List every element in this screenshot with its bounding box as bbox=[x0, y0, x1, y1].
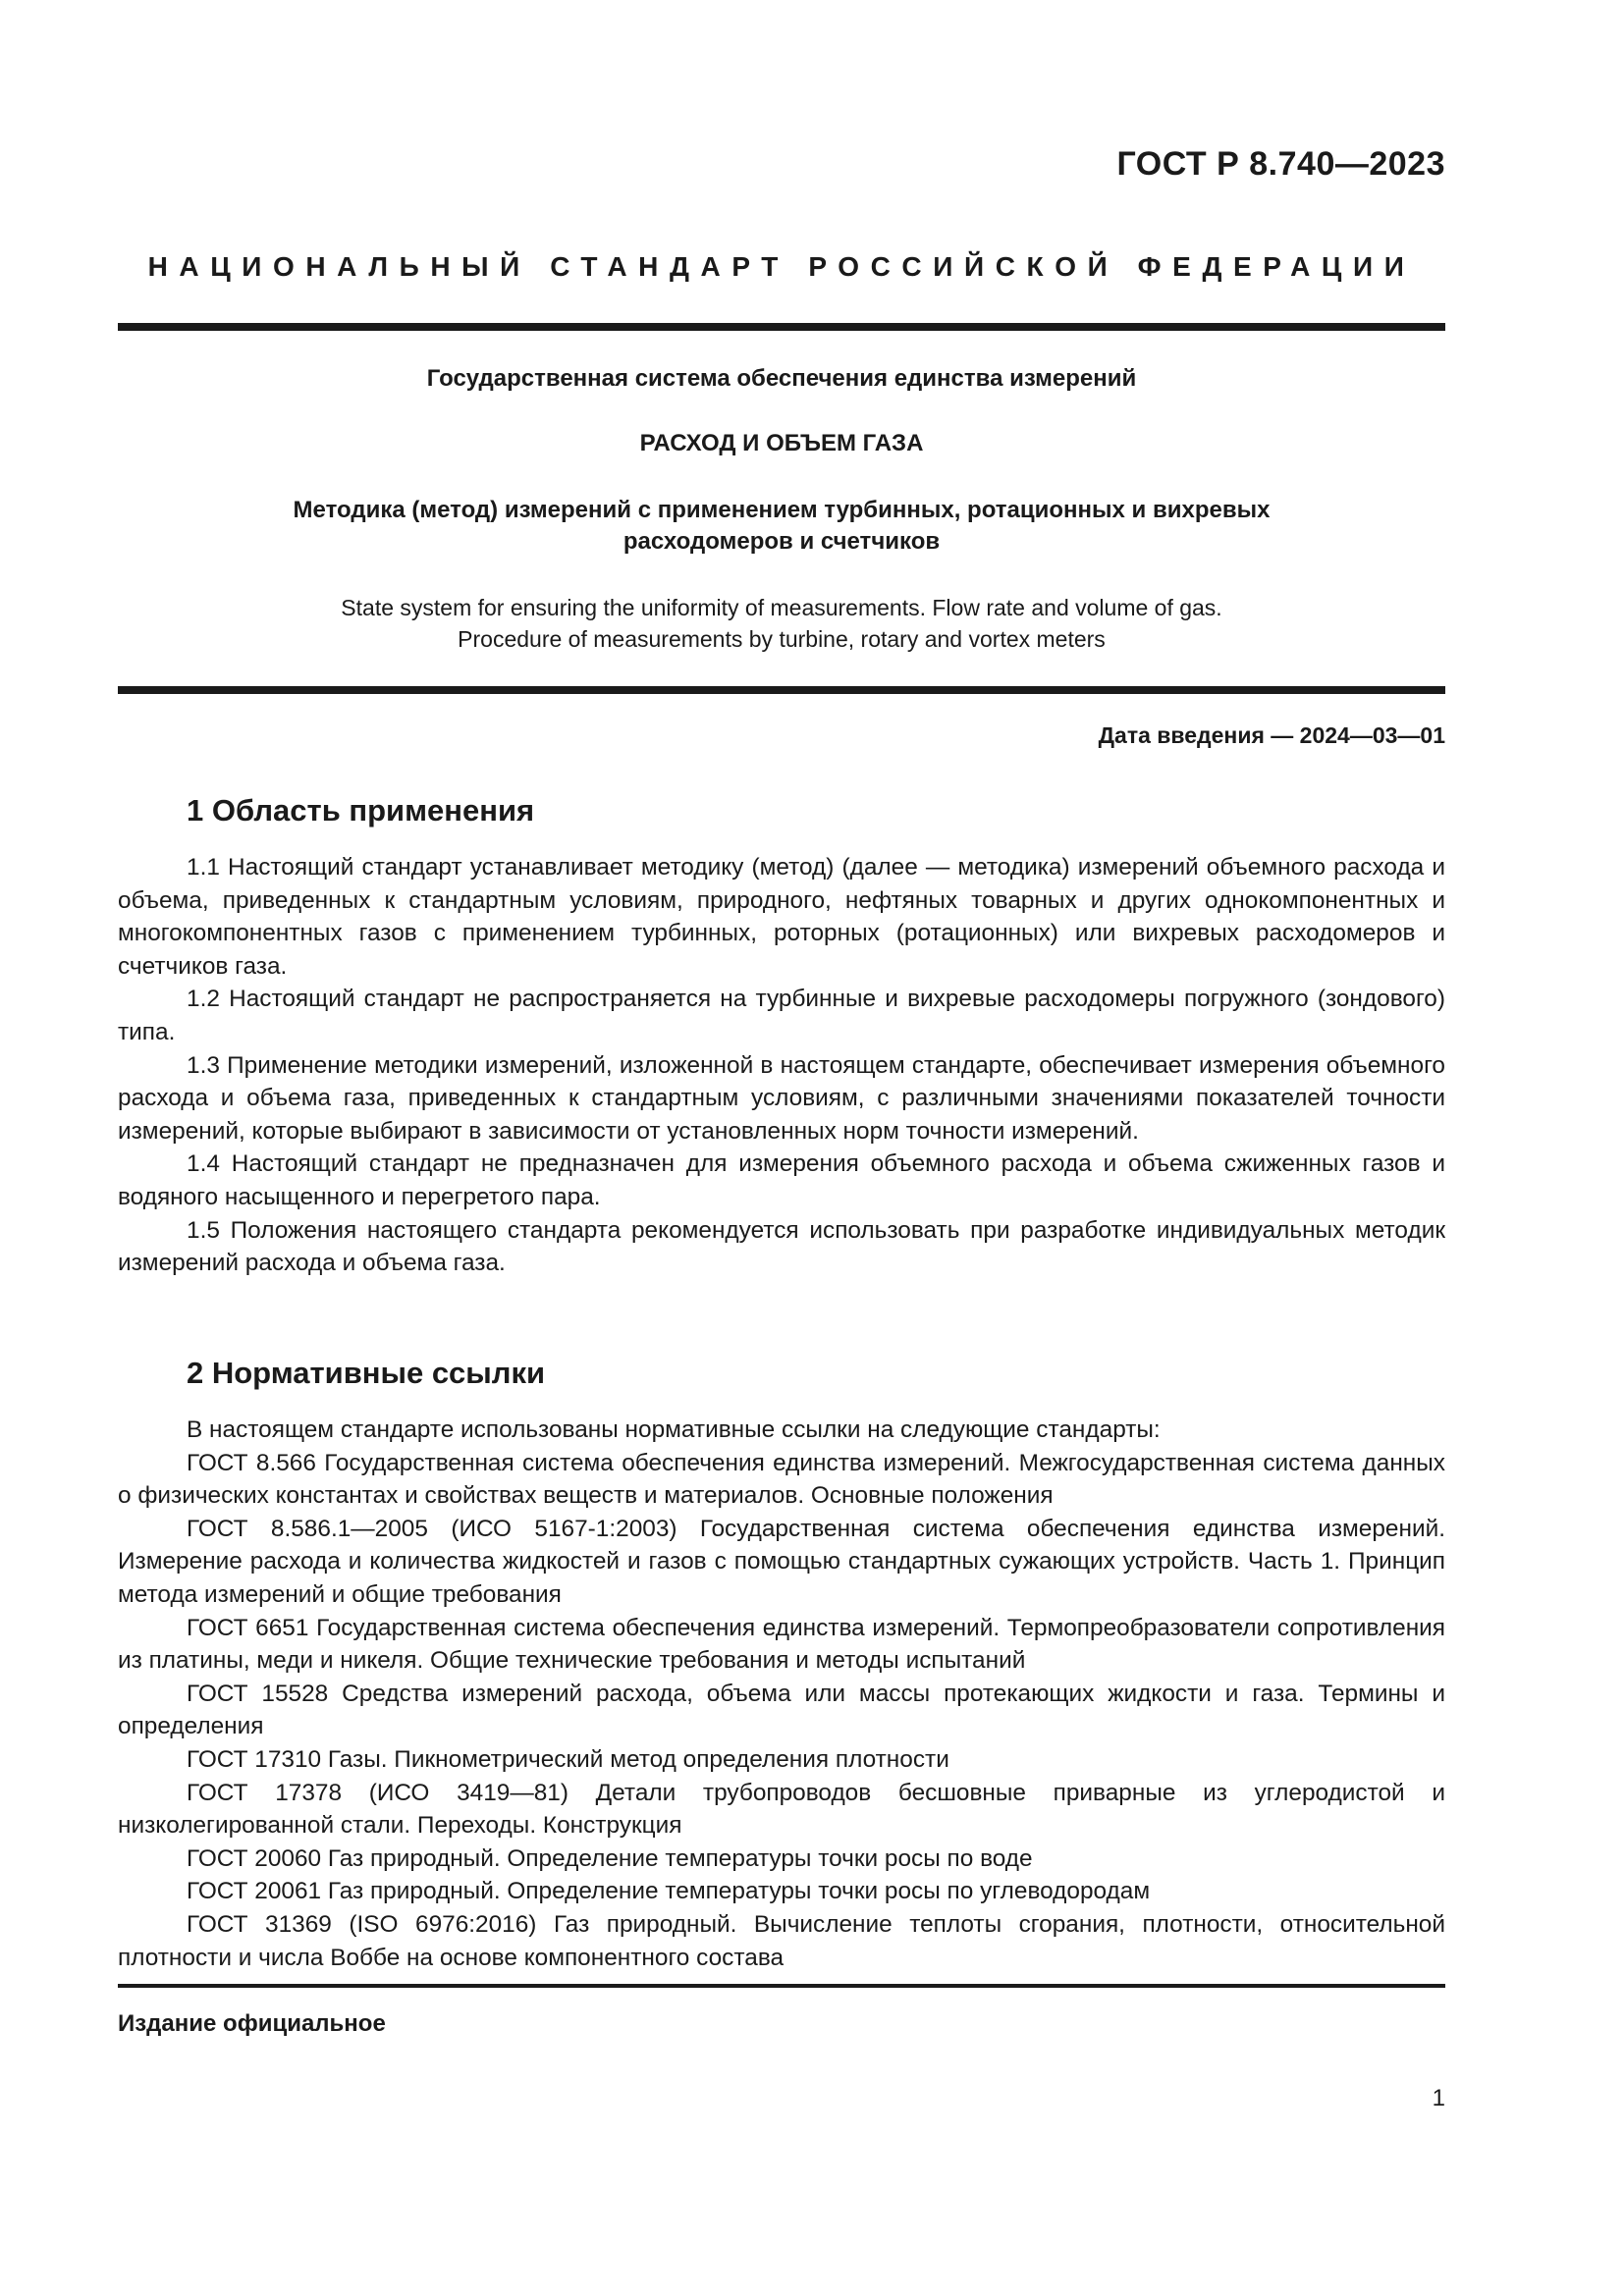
english-title-line-1: State system for ensuring the uniformity of measurements. Flow rate and volume of gas. bbox=[341, 595, 1222, 620]
section-1-body bbox=[118, 851, 1445, 1280]
standard-method-title bbox=[118, 495, 1445, 558]
standard-system-title: Государственная система обеспечения единства измерений bbox=[426, 365, 1137, 392]
page-number: 1 bbox=[1432, 2085, 1445, 2111]
reference-item: ГОСТ 6651 Государственная система обеспечения единства измерений. Термопреобразователи сопротивления из платины, меди и никеля. Общие технические требования и методы испытаний bbox=[118, 1614, 1445, 1675]
paragraph: 1.5 Положения настоящего стандарта рекомендуется использовать при разработке индивидуальных методик измерений расхода и объема газа. bbox=[118, 1216, 1445, 1277]
gost-number: ГОСТ Р 8.740—2023 bbox=[1116, 145, 1445, 183]
national-standard-title: НАЦИОНАЛЬНЫЙ СТАНДАРТ РОССИЙСКОЙ ФЕДЕРАЦИИ bbox=[147, 251, 1416, 282]
introduction-date: Дата введения — 2024—03—01 bbox=[1098, 722, 1445, 748]
reference-item: ГОСТ 15528 Средства измерений расхода, объема или массы протекающих жидкости и газа. Термины и определения bbox=[118, 1680, 1445, 1740]
english-title-line-2: Procedure of measurements by turbine, rotary and vortex meters bbox=[458, 626, 1106, 652]
section-1-heading: 1 Область применения bbox=[187, 793, 535, 828]
official-edition-label: Издание официальное bbox=[118, 2010, 386, 2037]
header-rule bbox=[118, 323, 1445, 331]
paragraph: В настоящем стандарте использованы нормативные ссылки на следующие стандарты: bbox=[187, 1416, 1161, 1443]
reference-item: ГОСТ 8.586.1—2005 (ИСО 5167-1:2003) Государственная система обеспечения единства измерений. Измерение расхода и количества жидкостей и газов с помощью стандартных сужающих устройств. Часть 1. Принцип метода измерений и общие требования bbox=[118, 1515, 1445, 1608]
method-title-line-2: расходомеров и счетчиков bbox=[623, 528, 941, 555]
english-title bbox=[118, 592, 1445, 655]
paragraph: 1.2 Настоящий стандарт не распространяется на турбинные и вихревые расходомеры погружного (зондового) типа. bbox=[118, 986, 1445, 1045]
section-2-body bbox=[118, 1414, 1445, 1974]
paragraph: 1.4 Настоящий стандарт не предназначен для измерения объемного расхода и объема сжиженных газов и водяного насыщенного и перегретого пара. bbox=[118, 1150, 1445, 1210]
reference-item: ГОСТ 31369 (ISO 6976:2016) Газ природный. Вычисление теплоты сгорания, плотности, относительной плотности и числа Воббе на основе компонентного состава bbox=[118, 1910, 1445, 1971]
standard-main-title: РАСХОД И ОБЪЕМ ГАЗА bbox=[639, 430, 924, 456]
paragraph: 1.3 Применение методики измерений, изложенной в настоящем стандарте, обеспечивает измерения объемного расхода и объема газа, приведенных к стандартным условиям, с различными значениями показателей точности измерений, которые выбирают в зависимости от установленных норм точности измерений. bbox=[118, 1051, 1445, 1145]
reference-item: ГОСТ 20060 Газ природный. Определение температуры точки росы по воде bbox=[187, 1844, 1033, 1872]
paragraph: 1.1 Настоящий стандарт устанавливает методику (метод) (далее — методика) измерений объемного расхода и объема, приведенных к стандартным условиям, природного, нефтяных товарных и других однокомпонентных и многокомпонентных газов с применением турбинных, роторных (ротационных) или вихревых расходомеров и счетчиков газа. bbox=[118, 854, 1445, 980]
reference-item: ГОСТ 17310 Газы. Пикнометрический метод определения плотности bbox=[187, 1745, 949, 1773]
reference-item: ГОСТ 20061 Газ природный. Определение температуры точки росы по углеводородам bbox=[187, 1878, 1151, 1905]
title-rule bbox=[118, 686, 1445, 694]
method-title-line-1: Методика (метод) измерений с применением турбинных, ротационных и вихревых bbox=[293, 497, 1271, 523]
reference-item: ГОСТ 8.566 Государственная система обеспечения единства измерений. Межгосударственная система данных о физических константах и свойствах веществ и материалов. Основные положения bbox=[118, 1449, 1445, 1510]
footer-rule bbox=[118, 1984, 1445, 1988]
reference-item: ГОСТ 17378 (ИСО 3419—81) Детали трубопроводов бесшовные приварные из углеродистой и низколегированной стали. Переходы. Конструкция bbox=[118, 1779, 1445, 1840]
section-2-heading: 2 Нормативные ссылки bbox=[187, 1356, 546, 1390]
